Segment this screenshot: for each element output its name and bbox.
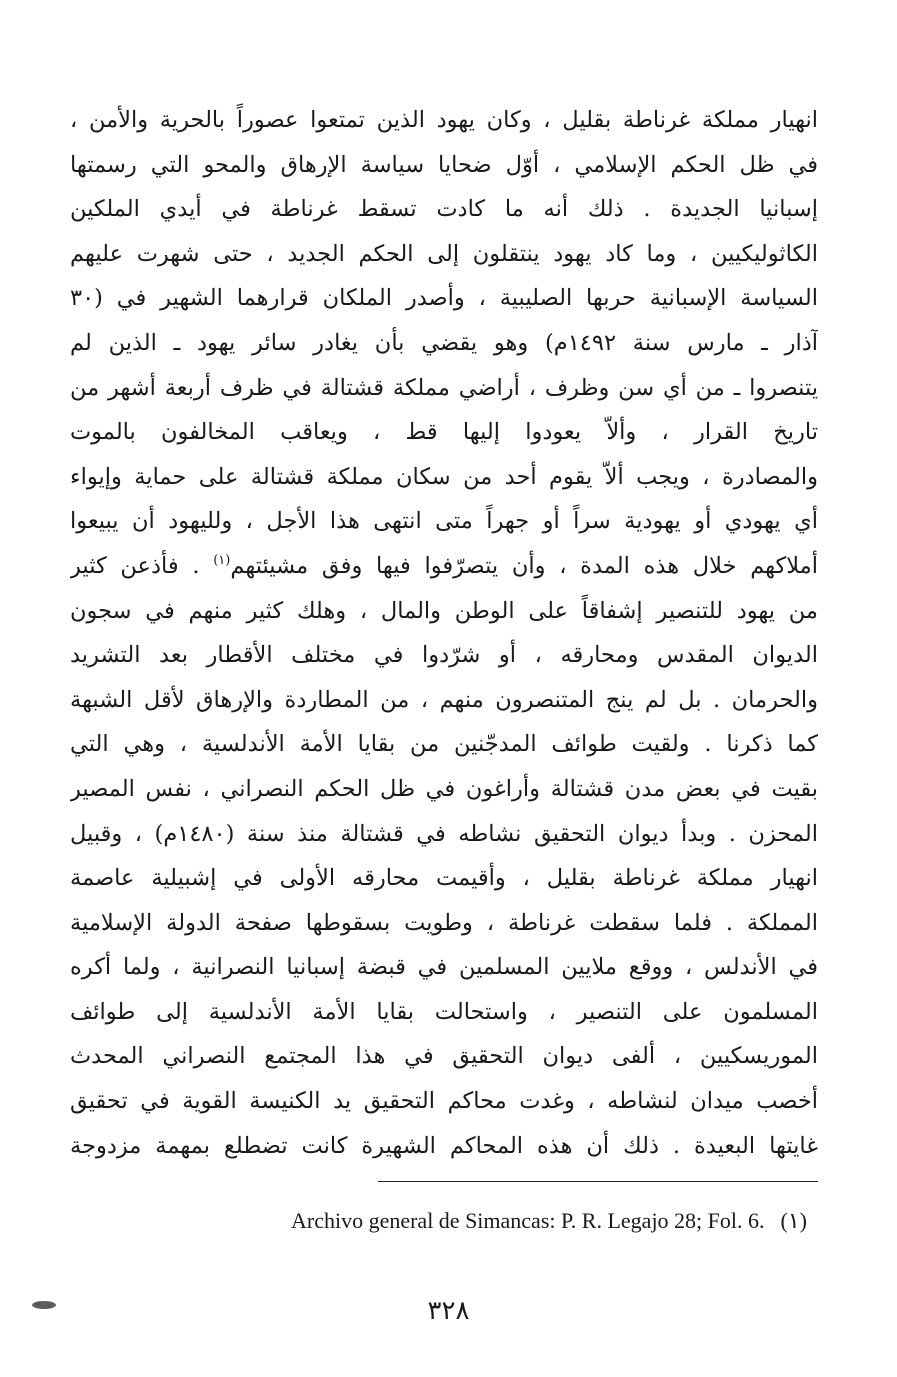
text-line: كما ذكرنا . ولقيت طوائف المدجّنين من بقايا الأمة الأندلسية ، وهي التي <box>70 731 818 758</box>
text-line: غايتها البعيدة . ذلك أن هذه المحاكم الشهيرة كانت تضطلع بمهمة مزدوجة <box>70 1132 818 1159</box>
text-line: المملكة . فلما سقطت غرناطة ، وطويت بسقوطها صفحة الدولة الإسلامية <box>70 909 818 936</box>
text-line: بقيت في بعض مدن قشتالة وأراغون في ظل الحكم النصراني ، نفس المصير <box>70 775 818 802</box>
footnote-marker: (١) <box>780 1208 807 1233</box>
footnote-text: Archivo general de Simancas: P. R. Legajo 28; Fol. 6. <box>290 1208 765 1233</box>
body-text <box>70 98 818 1168</box>
line-head: أملاكهم خلال هذه المدة ، وأن يتصرّفوا فيها وفق مشيئتهم <box>230 552 818 579</box>
footnote-divider <box>378 1181 818 1182</box>
text-line: السياسة الإسبانية حربها الصليبية ، وأصدر الملكان قرارهما الشهير في (٣٠ <box>70 285 818 312</box>
footnote <box>291 1208 807 1234</box>
text-line: في الأندلس ، ووقع ملايين المسلمين في قبضة إسبانيا النصرانية ، ولما أكره <box>70 954 818 981</box>
text-line: انهيار مملكة غرناطة بقليل ، وأقيمت محارقه الأولى في إشبيلية عاصمة <box>70 865 818 892</box>
text-line: من يهود للتنصير إشفاقاً على الوطن والمال ، وهلك كثير منهم في سجون <box>70 597 818 624</box>
page-number: ٣٢٨ <box>427 1296 470 1326</box>
ink-smudge-icon <box>30 1300 58 1310</box>
text-line: أي يهودي أو يهودية سراً أو جهراً متى انتهى هذا الأجل ، ولليهود أن يبيعوا <box>70 508 818 535</box>
text-line: إسبانيا الجديدة . ذلك أنه ما كادت تسقط غرناطة في أيدي الملكين <box>70 196 818 223</box>
text-line: تاريخ القرار ، وألاّ يعودوا إليها قط ، ويعاقب المخالفون بالموت <box>70 419 818 446</box>
text-line: آذار ـ مارس سنة ١٤٩٢م) وهو يقضي بأن يغادر سائر يهود ـ الذين لم <box>70 329 818 356</box>
text-line: الديوان المقدس ومحارقه ، أو شرّدوا في مختلف الأقطار بعد التشريد <box>70 642 818 669</box>
line-tail: . فأذعن كثير <box>70 552 200 579</box>
text-line: أخصب ميدان لنشاطه ، وغدت محاكم التحقيق يد الكنيسة القوية في تحقيق <box>70 1088 818 1115</box>
text-line: في ظل الحكم الإسلامي ، أوّل ضحايا سياسة الإرهاق والمحو التي رسمتها <box>70 151 818 178</box>
text-line: الموريسكيين ، ألفى ديوان التحقيق في هذا المجتمع النصراني المحدث <box>70 1043 818 1070</box>
text-line: والحرمان . بل لم ينج المتنصرون منهم ، من المطاردة والإرهاق لأقل الشبهة <box>70 686 818 713</box>
text-line-with-footnote-ref <box>70 544 818 589</box>
text-line: يتنصروا ـ من أي سن وظرف ، أراضي مملكة قشتالة في ظرف أربعة أشهر من <box>70 374 818 401</box>
text-line: انهيار مملكة غرناطة بقليل ، وكان يهود الذين تمتعوا عصوراً بالحرية والأمن ، <box>70 107 818 133</box>
text-line: الكاثوليكيين ، وما كاد يهود ينتقلون إلى الحكم الجديد ، حتى شهرت عليهم <box>70 240 818 267</box>
footnote-reference[interactable]: (١) <box>213 552 231 568</box>
text-line: المحزن . وبدأ ديوان التحقيق نشاطه في قشتالة منذ سنة (١٤٨٠م) ، وقبيل <box>70 820 818 847</box>
text-line: والمصادرة ، ويجب ألاّ يقوم أحد من سكان مملكة قشتالة على حماية وإيواء <box>70 463 818 490</box>
text-line: المسلمون على التنصير ، واستحالت بقايا الأمة الأندلسية إلى طوائف <box>70 998 818 1025</box>
